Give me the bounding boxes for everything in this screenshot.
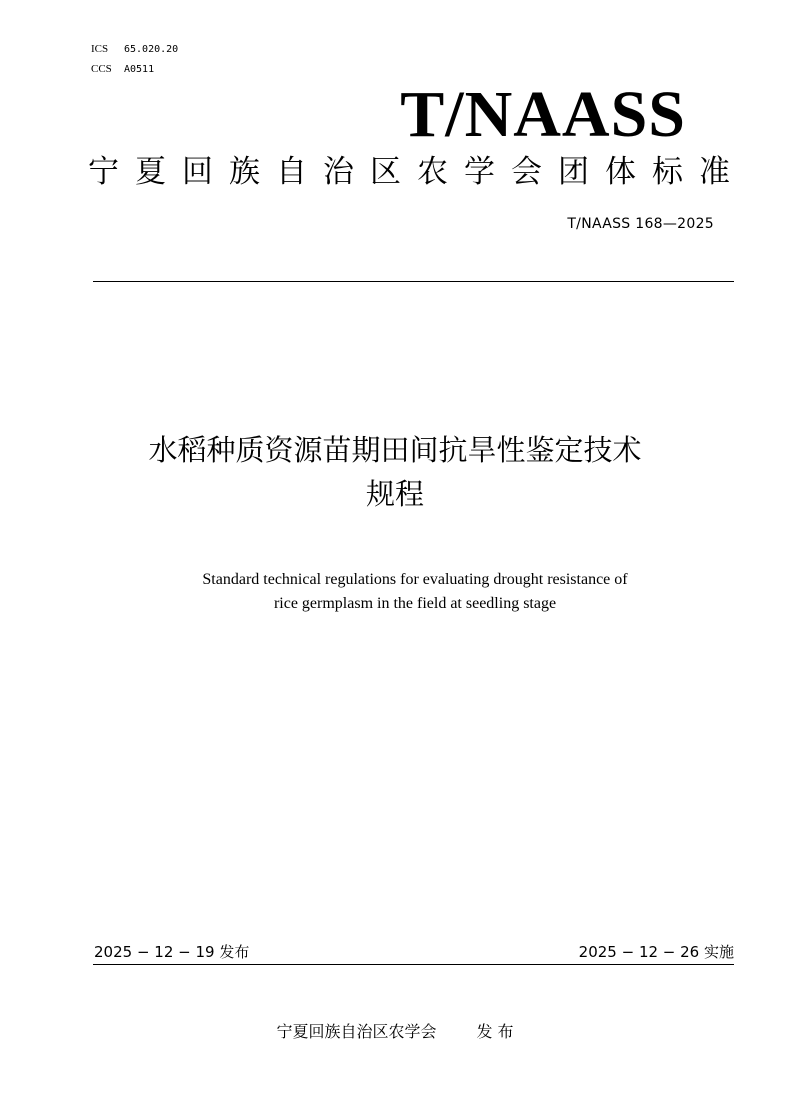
- org-title-char: 区: [370, 154, 401, 190]
- ics-label: ICS: [91, 43, 109, 55]
- title-cn-line-2: 规程: [365, 477, 424, 511]
- organization-standard-title: [88, 150, 730, 194]
- document-title-english: [80, 568, 750, 616]
- ccs-label: CCS: [91, 63, 112, 75]
- publisher-line: [0, 1019, 790, 1042]
- org-title-char: 自: [276, 154, 307, 190]
- ics-value: 65.020.20: [124, 44, 179, 55]
- org-title-char: 宁: [88, 154, 119, 190]
- document-title-chinese: [60, 428, 730, 516]
- org-title-char: 准: [699, 154, 730, 190]
- implementation-date: 2025 − 12 − 26 实施: [578, 943, 734, 961]
- publisher-name: 宁夏回族自治区农学会: [276, 1022, 437, 1041]
- org-title-char: 族: [229, 154, 260, 190]
- org-title-char: 夏: [135, 154, 166, 190]
- org-title-char: 治: [323, 154, 354, 190]
- standard-number: T/NAASS 168—2025: [567, 216, 714, 232]
- title-en-line-1: Standard technical regulations for evaluating drought resistance of: [202, 571, 628, 588]
- org-title-char: 学: [464, 154, 495, 190]
- org-title-char: 农: [417, 154, 448, 190]
- footer-divider: [93, 964, 734, 965]
- org-title-char: 回: [182, 154, 213, 190]
- issue-date: 2025 − 12 − 19 发布: [94, 943, 250, 961]
- publish-action: 发 布: [476, 1022, 514, 1041]
- classification-codes: [91, 39, 178, 79]
- org-title-char: 标: [652, 154, 683, 190]
- org-title-char: 会: [511, 154, 542, 190]
- ics-line: [91, 39, 178, 59]
- header-divider: [93, 281, 734, 282]
- org-title-char: 团: [558, 154, 589, 190]
- title-cn-line-1: 水稻种质资源苗期田间抗旱性鉴定技术: [148, 433, 642, 467]
- title-en-line-2: rice germplasm in the field at seedling stage: [273, 595, 557, 612]
- ccs-value: A0511: [124, 64, 155, 75]
- org-title-char: 体: [605, 154, 636, 190]
- ccs-line: [91, 59, 178, 79]
- standard-logo: T/NAASS: [400, 78, 686, 151]
